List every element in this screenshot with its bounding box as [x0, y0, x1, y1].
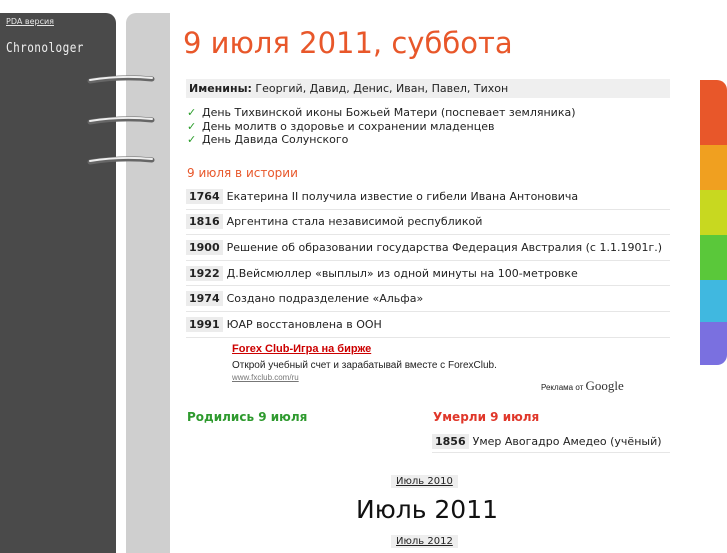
sidebar	[0, 13, 116, 553]
holidays-list	[187, 106, 576, 147]
holiday-text: День молитв о здоровье и сохранении младенцев	[202, 119, 495, 133]
event-year[interactable]: 1974	[186, 291, 223, 306]
color-tab-3[interactable]	[700, 190, 727, 235]
prev-month-link[interactable]: Июль 2010	[391, 475, 458, 488]
death-row	[432, 430, 670, 453]
history-heading: 9 июля в истории	[187, 166, 298, 180]
event-row	[186, 235, 670, 261]
holiday-text: День Давида Солунского	[202, 133, 349, 146]
history-events	[186, 184, 670, 338]
namedays-names: Георгий, Давид, Денис, Иван, Павел, Тихон	[255, 82, 509, 95]
event-year[interactable]: 1922	[186, 266, 223, 281]
google-logo: Google	[585, 378, 624, 393]
holiday-item	[187, 120, 576, 134]
next-month-link[interactable]: Июль 2012	[391, 535, 458, 548]
ad-block	[232, 343, 632, 382]
event-year[interactable]: 1991	[186, 317, 223, 332]
checkmark-icon: ✓	[187, 106, 197, 119]
ad-title-link[interactable]: Forex Club-Игра на бирже	[232, 343, 372, 355]
event-text: Аргентина стала независимой республикой	[226, 215, 483, 229]
ad-attribution[interactable]	[541, 378, 624, 394]
current-month: Июль 2011	[356, 495, 499, 524]
color-tab-4[interactable]	[700, 235, 727, 280]
binder-ring-icon	[86, 155, 156, 165]
checkmark-icon: ✓	[187, 119, 197, 133]
holiday-item	[187, 106, 576, 120]
color-tab-2[interactable]	[700, 145, 727, 190]
binder-ring-icon	[86, 74, 156, 84]
namedays-bar	[186, 79, 670, 98]
holiday-text: День Тихвинской иконы Божьей Матери (поспевает земляника)	[202, 106, 576, 119]
event-year[interactable]: 1764	[186, 189, 223, 204]
ad-text: Открой учебный счет и зарабатывай вместе с ForexClub.	[232, 360, 497, 371]
event-text: Д.Вейсмюллер «выплыл» из одной минуты на 100-метровке	[226, 266, 578, 280]
event-row	[186, 261, 670, 287]
event-text: Решение об образовании государства Федерация Австралия (с 1.1.1901г.)	[226, 240, 663, 254]
namedays-label: Именины:	[189, 82, 252, 95]
death-text: Умер Авогадро Амедео (учёный)	[472, 434, 662, 448]
color-tab-6[interactable]	[700, 322, 727, 365]
event-row	[186, 210, 670, 236]
event-year[interactable]: 1900	[186, 240, 223, 255]
ad-attribution-prefix: Реклама от	[541, 383, 584, 392]
event-text: Создано подразделение «Альфа»	[226, 292, 424, 306]
ad-url-link[interactable]: www.fxclub.com/ru	[232, 373, 299, 382]
event-year[interactable]: 1816	[186, 214, 223, 229]
page-title: 9 июля 2011, суббота	[183, 26, 513, 60]
died-heading: Умерли 9 июля	[433, 410, 540, 424]
event-text: ЮАР восстановлена в ООН	[226, 317, 382, 331]
site-logo[interactable]: Chronologer	[6, 41, 84, 56]
holiday-item	[187, 133, 576, 147]
binder-ring-icon	[86, 115, 156, 125]
event-row	[186, 184, 670, 210]
event-text: Екатерина II получила известие о гибели Ивана Антоновича	[226, 189, 579, 203]
color-tab-5[interactable]	[700, 280, 727, 322]
born-heading: Родились 9 июля	[187, 410, 308, 424]
event-row	[186, 286, 670, 312]
checkmark-icon: ✓	[187, 133, 197, 146]
color-tab-1[interactable]	[700, 80, 727, 145]
event-row	[186, 312, 670, 338]
death-year[interactable]: 1856	[432, 434, 469, 449]
pda-version-link[interactable]: PDA версия	[6, 17, 54, 26]
